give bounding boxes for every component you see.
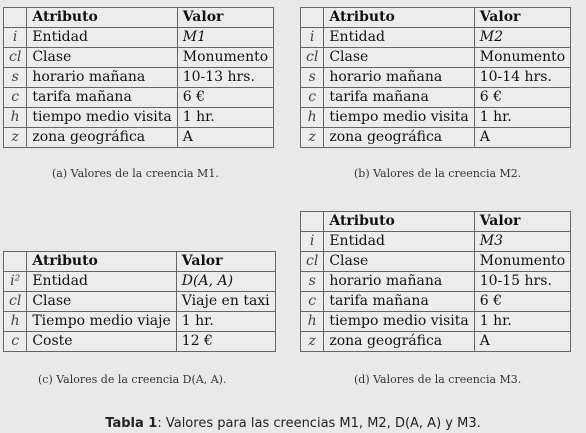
- table-row: [4, 272, 276, 292]
- row-value: A: [177, 128, 273, 148]
- header-value: Valor: [474, 212, 570, 232]
- row-value: Viaje en taxi: [176, 292, 275, 312]
- row-attribute: Clase: [324, 252, 474, 272]
- main-caption: [0, 416, 586, 431]
- header-symbol: [301, 8, 324, 28]
- row-symbol: s: [301, 272, 324, 292]
- row-value: 6 €: [177, 88, 273, 108]
- table-row: [301, 128, 571, 148]
- row-attribute: Coste: [27, 332, 176, 352]
- row-attribute: Entidad: [324, 28, 474, 48]
- row-attribute: tarifa mañana: [324, 88, 474, 108]
- row-symbol: z: [4, 128, 27, 148]
- row-attribute: Entidad: [27, 28, 177, 48]
- row-attribute: tiempo medio visita: [27, 108, 177, 128]
- row-symbol: cl: [301, 48, 324, 68]
- table-row: [4, 312, 276, 332]
- row-attribute: tiempo medio visita: [324, 312, 474, 332]
- table-row: [301, 312, 571, 332]
- row-symbol: h: [301, 312, 324, 332]
- table-belief-m1: [3, 7, 274, 148]
- header-value: Valor: [176, 252, 275, 272]
- table-row: [4, 128, 274, 148]
- row-value: A: [474, 332, 570, 352]
- row-symbol: h: [4, 108, 27, 128]
- table-row: [301, 88, 571, 108]
- row-symbol: i: [301, 232, 324, 252]
- header-symbol: [4, 8, 27, 28]
- row-symbol: i: [301, 28, 324, 48]
- row-symbol: cl: [301, 252, 324, 272]
- row-value: 1 hr.: [176, 312, 275, 332]
- row-attribute: zona geográfica: [324, 128, 474, 148]
- table-row: [301, 232, 571, 252]
- row-value: Monumento: [474, 48, 570, 68]
- caption-c: (c) Valores de la creencia D(A, A).: [38, 373, 227, 386]
- caption-b: (b) Valores de la creencia M2.: [354, 167, 522, 180]
- header-value: Valor: [177, 8, 273, 28]
- table-row: [4, 292, 276, 312]
- table-row: [301, 28, 571, 48]
- row-attribute: horario mañana: [324, 68, 474, 88]
- row-symbol: c: [4, 88, 27, 108]
- table-belief-daa: [3, 251, 276, 352]
- table-row: [4, 88, 274, 108]
- main-caption-label: Tabla 1: [105, 416, 158, 431]
- header-attribute: Atributo: [324, 8, 474, 28]
- row-symbol: s: [4, 68, 27, 88]
- row-attribute: zona geográfica: [27, 128, 177, 148]
- table-row: [4, 48, 274, 68]
- row-attribute: zona geográfica: [324, 332, 474, 352]
- row-value: Monumento: [474, 252, 570, 272]
- row-value: 10-13 hrs.: [177, 68, 273, 88]
- table-row: [301, 272, 571, 292]
- row-value: 6 €: [474, 292, 570, 312]
- row-symbol: z: [301, 128, 324, 148]
- caption-a: (a) Valores de la creencia M1.: [52, 167, 219, 180]
- table-row: [301, 108, 571, 128]
- row-symbol: c: [301, 292, 324, 312]
- row-attribute: Tiempo medio viaje: [27, 312, 176, 332]
- row-value: 10-15 hrs.: [474, 272, 570, 292]
- table-row: [4, 332, 276, 352]
- row-symbol: cl: [4, 48, 27, 68]
- table-row: [4, 68, 274, 88]
- row-attribute: Entidad: [27, 272, 176, 292]
- row-attribute: horario mañana: [27, 68, 177, 88]
- row-value: M3: [474, 232, 570, 252]
- row-value: 1 hr.: [474, 108, 570, 128]
- row-symbol: z: [301, 332, 324, 352]
- row-attribute: Clase: [27, 292, 176, 312]
- row-symbol: h: [4, 312, 27, 332]
- row-attribute: Entidad: [324, 232, 474, 252]
- row-attribute: Clase: [27, 48, 177, 68]
- table-row: [301, 332, 571, 352]
- row-symbol: h: [301, 108, 324, 128]
- table-row: [301, 292, 571, 312]
- row-attribute: horario mañana: [324, 272, 474, 292]
- row-attribute: tarifa mañana: [324, 292, 474, 312]
- main-caption-text: : Valores para las creencias M1, M2, D(A, A) y M3.: [157, 416, 481, 431]
- table-row: [301, 48, 571, 68]
- row-value: 12 €: [176, 332, 275, 352]
- table-row: [301, 68, 571, 88]
- row-value: M1: [177, 28, 273, 48]
- row-attribute: Clase: [324, 48, 474, 68]
- row-symbol: s: [301, 68, 324, 88]
- row-attribute: tarifa mañana: [27, 88, 177, 108]
- header-attribute: Atributo: [27, 8, 177, 28]
- header-attribute: Atributo: [27, 252, 176, 272]
- row-value: M2: [474, 28, 570, 48]
- caption-d: (d) Valores de la creencia M3.: [354, 373, 522, 386]
- table-row: [4, 28, 274, 48]
- row-attribute: tiempo medio visita: [324, 108, 474, 128]
- row-symbol: cl: [4, 292, 27, 312]
- row-symbol: c: [4, 332, 27, 352]
- row-symbol: i²: [4, 272, 27, 292]
- table-row: [301, 252, 571, 272]
- table-belief-m3: [300, 211, 571, 352]
- row-value: 1 hr.: [177, 108, 273, 128]
- header-symbol: [301, 212, 324, 232]
- header-attribute: Atributo: [324, 212, 474, 232]
- table-belief-m2: [300, 7, 571, 148]
- table-row: [4, 108, 274, 128]
- header-symbol: [4, 252, 27, 272]
- row-value: 10-14 hrs.: [474, 68, 570, 88]
- row-symbol: c: [301, 88, 324, 108]
- row-symbol: i: [4, 28, 27, 48]
- row-value: 1 hr.: [474, 312, 570, 332]
- row-value: A: [474, 128, 570, 148]
- header-value: Valor: [474, 8, 570, 28]
- row-value: 6 €: [474, 88, 570, 108]
- row-value: Monumento: [177, 48, 273, 68]
- row-value: D(A, A): [176, 272, 275, 292]
